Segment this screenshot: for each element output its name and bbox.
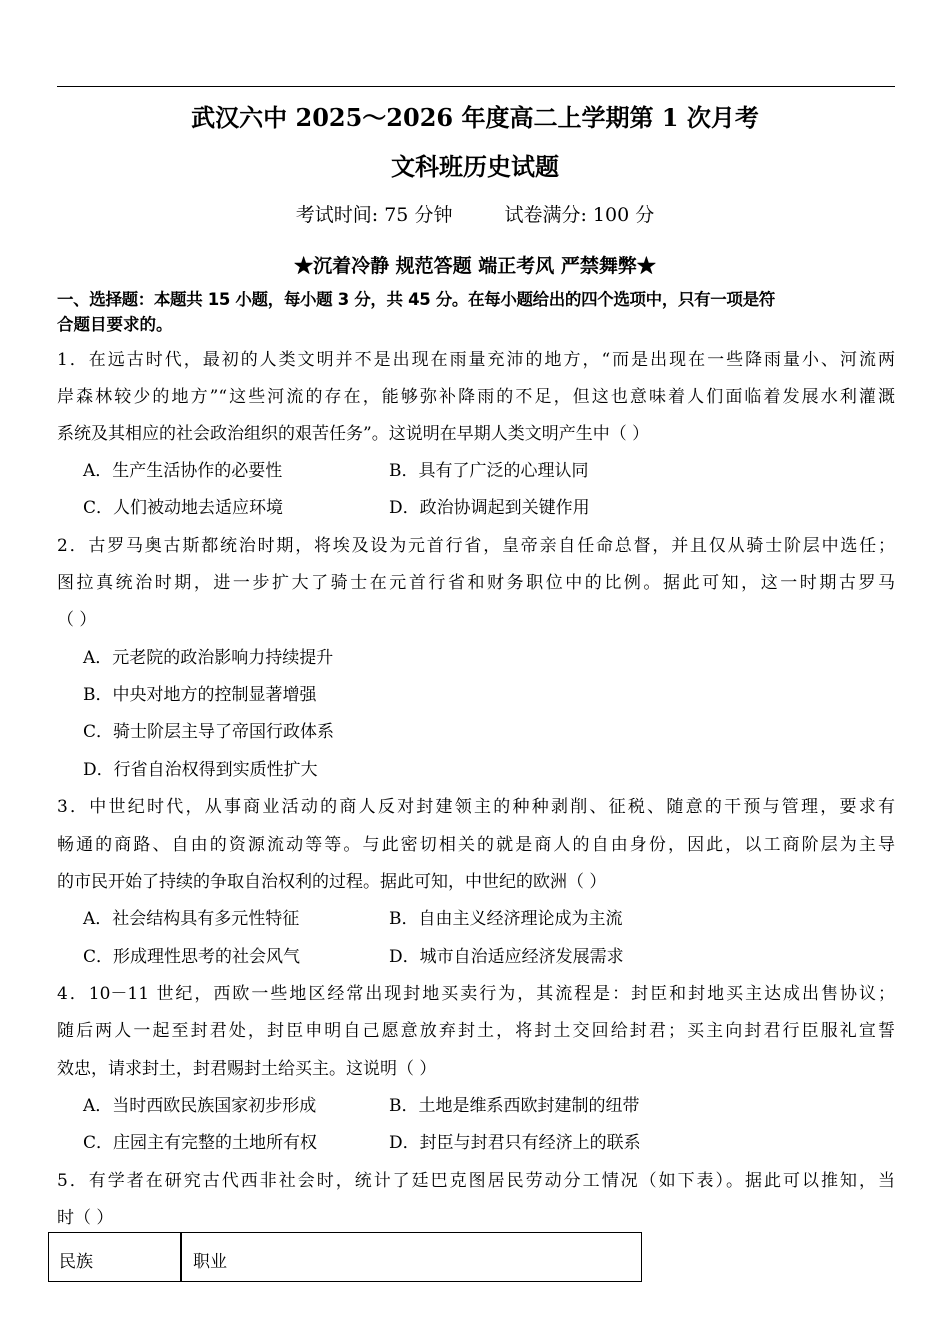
- section-heading-line: 合题目要求的。: [57, 315, 173, 334]
- section-heading: [57, 287, 897, 337]
- question-2-option-b[interactable]: B．中央对地方的控制显著增强: [83, 685, 317, 705]
- table-header-ethnicity: 民族: [59, 1252, 93, 1272]
- question-2-line: （ ）: [57, 610, 97, 630]
- question-4-option-a[interactable]: A．当时西欧民族国家初步形成: [83, 1096, 317, 1116]
- question-1-option-a[interactable]: A．生产生活协作的必要性: [83, 461, 283, 481]
- question-4-option-c[interactable]: C．庄园主有完整的土地所有权: [83, 1133, 318, 1153]
- question-4-option-d[interactable]: D．封臣与封君只有经济上的联系: [389, 1133, 641, 1153]
- question-5-line: 时（ ）: [57, 1208, 114, 1228]
- question-1-line: 1．在远古时代，最初的人类文明并不是出现在雨量充沛的地方，“而是出现在一些降雨量小、河流两: [57, 350, 895, 370]
- question-2-option-d[interactable]: D．行省自治权得到实质性扩大: [83, 760, 318, 780]
- exam-info: [0, 200, 950, 227]
- question-2-option-c[interactable]: C．骑士阶层主导了帝国行政体系: [83, 722, 335, 742]
- question-2-line: 图拉真统治时期，进一步扩大了骑士在元首行省和财务职位中的比例。据此可知，这一时期古罗马: [57, 573, 895, 593]
- question-4-option-b[interactable]: B．土地是维系西欧封建制的纽带: [389, 1096, 640, 1116]
- question-2-line: 2．古罗马奥古斯都统治时期，将埃及设为元首行省，皇帝亲自任命总督，并且仅从骑士阶层中选任；: [57, 536, 895, 556]
- question-3-option-a[interactable]: A．社会结构具有多元性特征: [83, 909, 300, 929]
- section-heading-line: 一、选择题：本题共 15 小题，每小题 3 分，共 45 分。在每小题给出的四个选项中，只有一项是符: [57, 290, 775, 309]
- table-divider: [180, 1233, 182, 1281]
- table-header-occupation: 职业: [193, 1252, 227, 1272]
- question-4-line: 随后两人一起至封君处，封臣申明自己愿意放弃封土，将封土交回给封君；买主向封君行臣服礼宣誓: [57, 1021, 895, 1041]
- exam-motto: ★沉着冷静 规范答题 端正考风 严禁舞弊★: [294, 255, 656, 277]
- header-rule: [57, 86, 895, 87]
- question-5-line: 5．有学者在研究古代西非社会时，统计了廷巴克图居民劳动分工情况（如下表）。据此可以推知，当: [57, 1171, 895, 1191]
- question-2-option-a[interactable]: A．元老院的政治影响力持续提升: [83, 648, 334, 668]
- question-1-option-b[interactable]: B．具有了广泛的心理认同: [389, 461, 589, 481]
- division-of-labor-table: [48, 1232, 642, 1282]
- question-3-line: 畅通的商路、自由的资源流动等等。与此密切相关的就是商人的自由身份，因此，以工商阶层为主导: [57, 835, 895, 855]
- question-1-line: 系统及其相应的社会政治组织的艰苦任务”。这说明在早期人类文明产生中（ ）: [57, 424, 650, 444]
- question-4-line: 4．10－11 世纪，西欧一些地区经常出现封地买卖行为，其流程是：封臣和封地买主达成出售协议；: [57, 984, 895, 1004]
- exam-title: 武汉六中 2025～2026 年度高二上学期第 1 次月考: [191, 103, 759, 132]
- question-3-option-b[interactable]: B．自由主义经济理论成为主流: [389, 909, 623, 929]
- question-3-line: 3．中世纪时代，从事商业活动的商人反对封建领主的种种剥削、征税、随意的干预与管理，要求有: [57, 797, 895, 817]
- question-1-option-d[interactable]: D．政治协调起到关键作用: [389, 498, 590, 518]
- question-3-line: 的市民开始了持续的争取自治权利的过程。据此可知，中世纪的欧洲（ ）: [57, 872, 607, 892]
- question-3-option-c[interactable]: C．形成理性思考的社会风气: [83, 947, 301, 967]
- exam-subtitle: 文科班历史试题: [391, 152, 559, 181]
- question-1-line: 岸森林较少的地方”“这些河流的存在，能够弥补降雨的不足，但这也意味着人们面临着发展水利灌溉: [57, 387, 895, 407]
- full-score: 试卷满分: 100 分: [504, 204, 655, 226]
- question-4-line: 效忠，请求封土，封君赐封土给买主。这说明（ ）: [57, 1059, 437, 1079]
- question-1-option-c[interactable]: C．人们被动地去适应环境: [83, 498, 284, 518]
- exam-time: 考试时间: 75 分钟: [295, 204, 453, 226]
- question-3-option-d[interactable]: D．城市自治适应经济发展需求: [389, 947, 624, 967]
